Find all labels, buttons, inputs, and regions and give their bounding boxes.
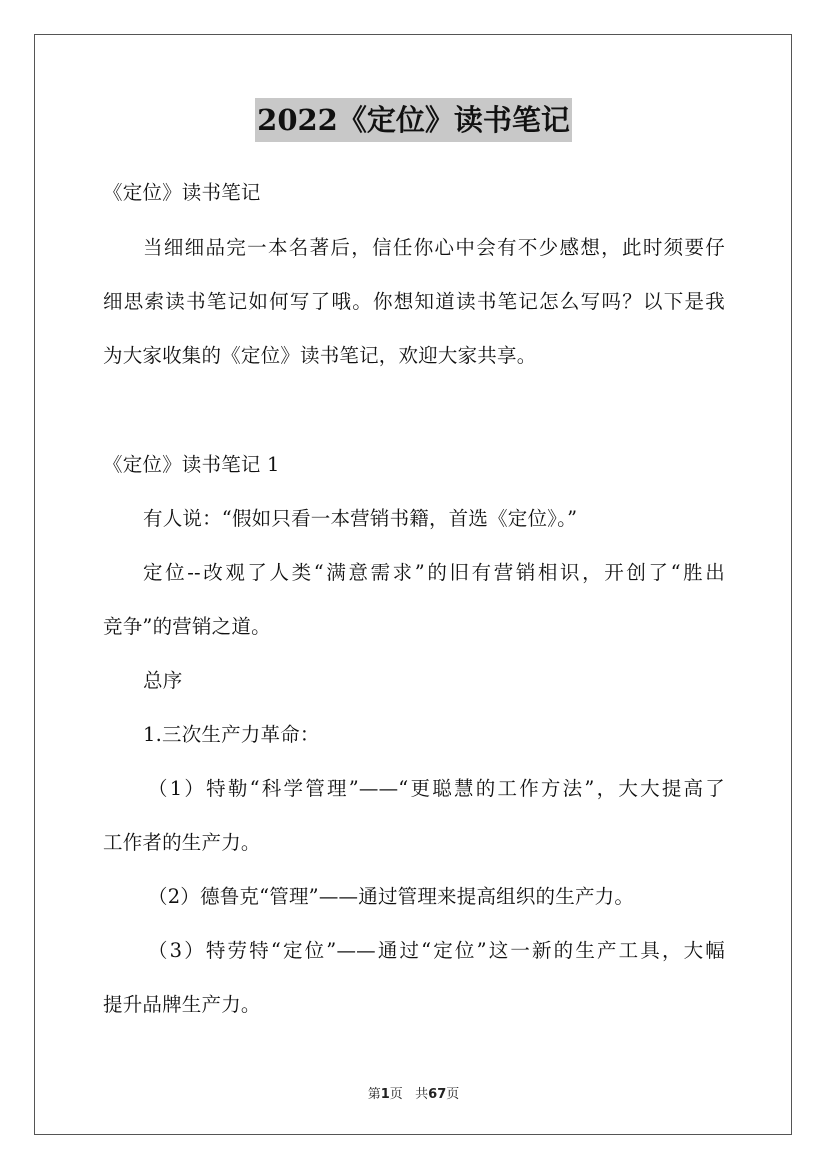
positioning-paragraph-line-2: 竞争”的营销之道。 <box>103 615 271 638</box>
intro-line-3: 为大家收集的《定位》读书笔记，欢迎大家共享。 <box>103 344 537 367</box>
preface-heading: 总序 <box>143 669 183 692</box>
positioning-paragraph-line-1: 定位--改观了人类“满意需求”的旧有营销相识，开创了“胜出 <box>143 561 725 584</box>
page-footer <box>0 1083 827 1102</box>
sub-item-1-line-1: （1）特勒“科学管理”——“更聪慧的工作方法”，大大提高了 <box>148 777 725 800</box>
footer-prefix: 第 <box>367 1087 381 1102</box>
footer-total-pages: 67 <box>428 1087 447 1102</box>
sub-item-2: （2）德鲁克“管理”——通过管理来提高组织的生产力。 <box>148 885 635 908</box>
intro-line-1: 当细细品完一本名著后，信任你心中会有不少感想，此时须要仔 <box>143 236 725 259</box>
footer-page-number: 1 <box>380 1087 390 1102</box>
quote-paragraph: 有人说：“假如只看一本营销书籍，首选《定位》。” <box>143 507 578 530</box>
title-container <box>0 98 827 142</box>
document-heading: 《定位》读书笔记 <box>103 181 261 204</box>
footer-middle: 页 共 <box>389 1087 429 1102</box>
section-heading: 《定位》读书笔记 1 <box>103 453 280 476</box>
document-title: 2022《定位》读书笔记 <box>255 98 572 142</box>
sub-item-1-line-2: 工作者的生产力。 <box>103 831 261 854</box>
sub-item-3-line-2: 提升品牌生产力。 <box>103 993 261 1016</box>
list-item-1: 1.三次生产力革命： <box>143 723 320 746</box>
intro-line-2: 细思索读书笔记如何写了哦。你想知道读书笔记怎么写吗？以下是我 <box>103 290 725 313</box>
sub-item-3-line-1: （3）特劳特“定位”——通过“定位”这一新的生产工具，大幅 <box>148 939 725 962</box>
footer-suffix: 页 <box>446 1087 460 1102</box>
